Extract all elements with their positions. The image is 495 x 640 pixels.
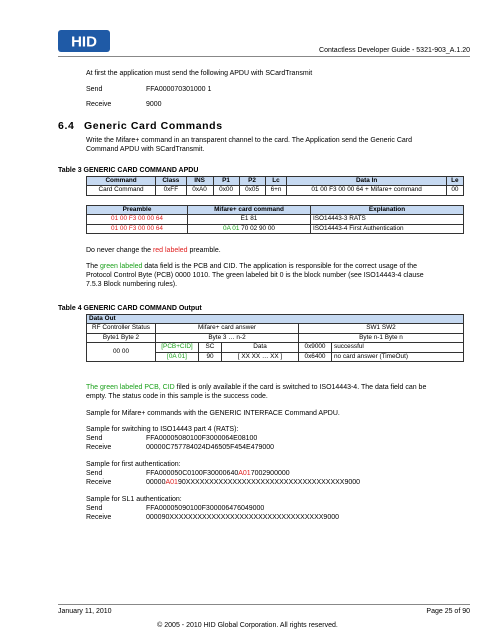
table-row (87, 343, 464, 352)
table4-subheader: Byte n-1 Byte n (299, 333, 464, 342)
sample2-recv-value (146, 478, 360, 487)
sample3-recv-label: Receive (86, 514, 112, 521)
sample3-title: Sample for SL1 authentication: (86, 496, 182, 503)
table3-cell: 0x00 (213, 186, 239, 195)
pcb-cid-text: 0A 01 (223, 224, 240, 232)
table4-title: Data Out (87, 315, 464, 324)
section-number: 6.4 (58, 120, 75, 132)
preamble-cell: 01 00 F3 00 00 64 (87, 215, 188, 224)
table3-header: INS (186, 177, 213, 186)
sw-cell: 0x9000 (299, 343, 332, 352)
sw-cell: 0x6400 (299, 352, 332, 361)
table3 (86, 176, 464, 196)
mifare-cmd-cell (188, 215, 311, 224)
table3-cell: 01 00 F3 00 00 64 + Mifare+ command (287, 186, 446, 195)
cmd-text: E1 81 (240, 215, 258, 223)
table3b (86, 205, 464, 234)
pcb-para-line1 (86, 262, 417, 271)
pcb-l1-green: green labeled (100, 263, 143, 270)
table3-header: Command (87, 177, 156, 186)
explanation-cell: ISO14443-4 First Authentication (311, 224, 464, 233)
filed-para-line1 (86, 383, 426, 392)
pcb-cell: [0A 01] (156, 352, 199, 361)
send-highlight: A01 (238, 470, 251, 477)
table3-cell: 0x05 (239, 186, 265, 195)
table-row (87, 186, 464, 195)
send-pre: FFA000050C0100F30000640 (146, 470, 239, 477)
table3-caption: Table 3 GENERIC CARD COMMAND APDU (58, 167, 199, 174)
footer-copyright: © 2005 - 2010 HID Global Corporation. All rights reserved. (157, 622, 338, 629)
table4-subheader: Byte 3 … n-2 (156, 333, 299, 342)
hid-logo (58, 30, 110, 52)
sample2-recv-label: Receive (86, 479, 112, 486)
sample2-title: Sample for first authentication: (86, 461, 181, 468)
pcb-para-line2: Protocol Control Byte (PCB) 0000 1010. The green labeled bit 0 is the block number (see ISO14443-4 clause (86, 272, 424, 279)
table4-header: Mifare+ card answer (156, 324, 299, 333)
table3b-header: Explanation (311, 206, 464, 215)
section-para-line1: Write the Mifare+ command in an transparent channel to the card. The Application send the Generic Card (86, 137, 413, 144)
table3-header: Data In (287, 177, 446, 186)
table4 (86, 314, 464, 362)
table3-header-row (87, 177, 464, 186)
sample3-send-label: Send (86, 505, 103, 512)
note-post: preamble. (187, 247, 221, 254)
sw-explanation-cell: successful (332, 343, 464, 352)
table4-subheader-row (87, 333, 464, 342)
logo-text: HID (71, 33, 97, 51)
sc-cell: 90 (199, 352, 222, 361)
doc-title: Contactless Developer Guide - 5321-903_A.1.20 (319, 47, 470, 54)
data-cell: [ XX XX … XX ] (222, 352, 299, 361)
explanation-cell: ISO14443-3 RATS (311, 215, 464, 224)
sample3-recv-value: 000090XXXXXXXXXXXXXXXXXXXXXXXXXXXXXXXXX9000 (146, 514, 340, 521)
section-para-line2: Command APDU with SCardTransmit. (86, 146, 205, 153)
section-title: Generic Card Commands (84, 120, 223, 132)
table3b-header: Preamble (87, 206, 188, 215)
intro-send-value: FFA000070301000 1 (146, 86, 212, 93)
filed-post: filed is only available if the card is switched to ISO14443-4. The data field can be (174, 384, 427, 391)
table4-subheader: Byte1 Byte 2 (87, 333, 156, 342)
sample1-recv-value: 00000C757784024D46505F454E479000 (146, 444, 275, 451)
table3-header: Class (156, 177, 186, 186)
intro-send-label: Send (86, 86, 103, 93)
table3-cell: 00 (446, 186, 463, 195)
pcb-l1-pre: The (86, 263, 101, 270)
sc-cell: SC (199, 343, 222, 352)
table3-header: Lc (265, 177, 287, 186)
preamble-cell: 01 00 F3 00 00 64 (87, 224, 188, 233)
table3-header: P2 (239, 177, 265, 186)
note-red-preamble (86, 246, 221, 255)
sample2-send-label: Send (86, 470, 103, 477)
table3-cell: 0xA0 (186, 186, 213, 195)
sample1-recv-label: Receive (86, 444, 112, 451)
table3-header: P1 (213, 177, 239, 186)
pcb-para-line3: 7.5.3 Block numbering rules). (86, 281, 178, 288)
table3-cell: Card Command (87, 186, 156, 195)
table-row (87, 215, 464, 224)
filed-para-line2: empty. The status code in this sample is the success code. (86, 393, 268, 400)
table3-cell: 6+n (265, 186, 287, 195)
sample3-send-value: FFA00005090100F300006476049000 (146, 505, 265, 512)
sample1-send-value: FFA00005080100F3000064E08100 (146, 435, 258, 442)
sample2-send-value (146, 469, 290, 478)
footer-rule (58, 604, 470, 605)
data-cell: Data (222, 343, 299, 352)
table-row (87, 224, 464, 233)
table4-caption: Table 4 GENERIC CARD COMMAND Output (58, 305, 202, 312)
intro-receive-value: 9000 (146, 101, 162, 108)
table3-cell: 0xFF (156, 186, 186, 195)
note-pre: Do never change the (86, 247, 153, 254)
status-cell: 00 00 (87, 343, 156, 362)
send-post: 7002900000 (250, 470, 290, 477)
table4-header: RF Controller Status (87, 324, 156, 333)
intro-text: At first the application must send the following APDU with SCardTransmit (86, 70, 313, 77)
table4-header: SW1 SW2 (299, 324, 464, 333)
recv-pre: 00000 (146, 479, 166, 486)
mifare-cmd-cell (188, 224, 311, 233)
filed-green: The green labeled PCB, CID (86, 384, 175, 391)
note-red: red labeled (152, 247, 188, 254)
intro-receive-label: Receive (86, 101, 112, 108)
pcb-cell: [PCB+CID] (156, 343, 199, 352)
sample-intro: Sample for Mifare+ commands with the GENERIC INTERFACE Command APDU. (86, 410, 340, 417)
table4-title-row (87, 315, 464, 324)
header-rule (58, 56, 470, 57)
recv-highlight: A01 (165, 479, 178, 486)
sample1-send-label: Send (86, 435, 103, 442)
sw-explanation-cell: no card answer (TimeOut) (332, 352, 464, 361)
cmd-text: 70 02 90 00 (239, 224, 275, 232)
table4-header-row (87, 324, 464, 333)
recv-post: 90XXXXXXXXXXXXXXXXXXXXXXXXXXXXXXXXXX9000 (177, 479, 361, 486)
table3b-header-row (87, 206, 464, 215)
table3b-header: Mifare+ card command (188, 206, 311, 215)
footer-date: January 11, 2010 (58, 608, 112, 615)
footer-page-number: Page 25 of 90 (426, 608, 470, 615)
pcb-l1-post: data field is the PCB and CID. The application is responsible for the correct usage of the (142, 263, 418, 270)
table3-header: Le (446, 177, 463, 186)
sample1-title: Sample for switching to ISO14443 part 4 (RATS): (86, 426, 239, 433)
